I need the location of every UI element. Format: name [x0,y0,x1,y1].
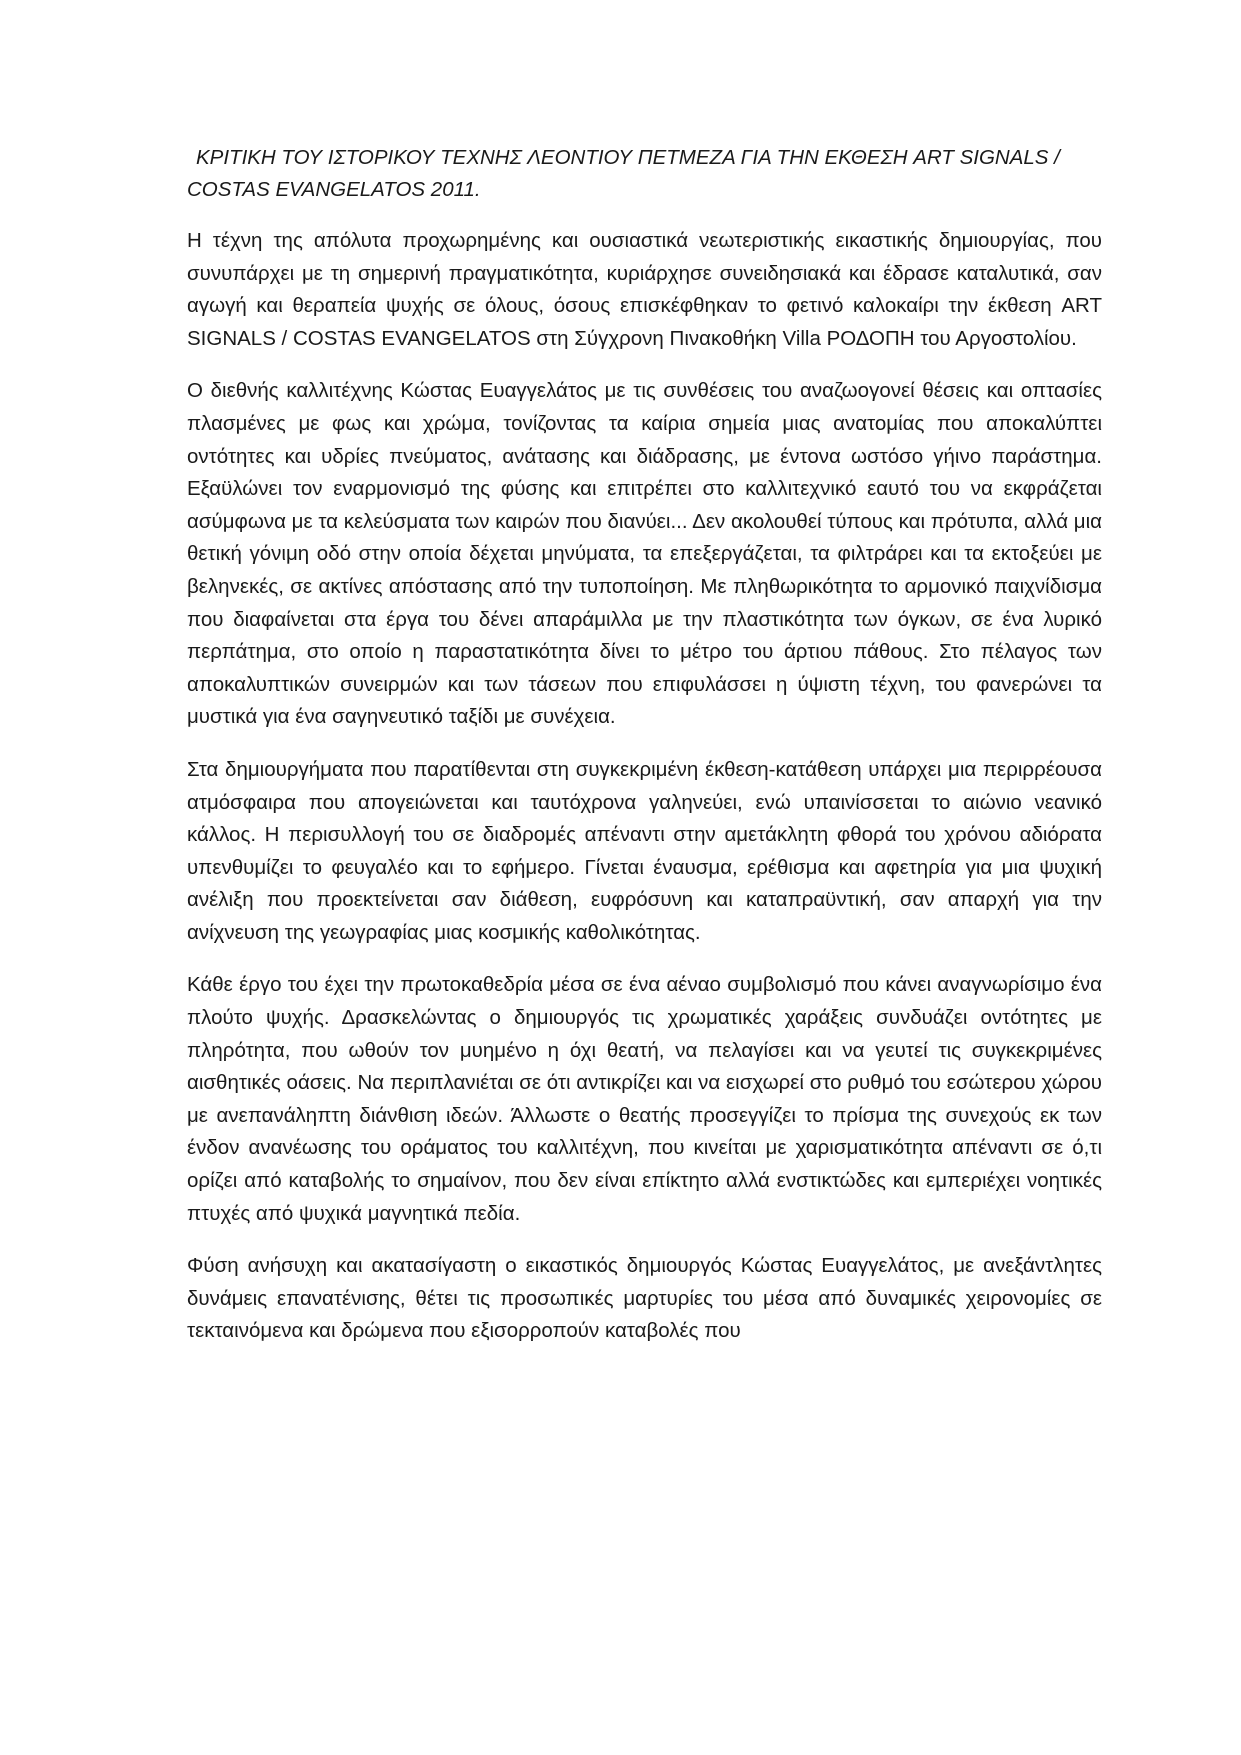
paragraph-2: Ο διεθνής καλλιτέχνης Κώστας Ευαγγελάτος με τις συνθέσεις του αναζωογονεί θέσεις και οπτασίες πλασμένες με φως και χρώμα, τονίζοντας τα καίρια σημεία μιας ανατομίας που αποκαλύπτει οντότητες και υδρίες πνεύματος, ανάτασης και διάδρασης, με έντονα ωστόσο γήινο παράστημα. Εξαϋλώνει τον εναρμονισμό της φύσης και επιτρέπει στο καλλιτεχνικό εαυτό του να εκφράζεται ασύμφωνα με τα κελεύσματα των καιρών που διανύει... Δεν ακολουθεί τύπους και πρότυπα, αλλά μια θετική γόνιμη οδό στην οποία δέχεται μηνύματα, τα επεξεργάζεται, τα φιλτράρει και τα εκτοξεύει με βεληνεκές, σε ακτίνες απόστασης από την τυποποίηση. Με πληθωρικότητα το αρμονικό παιχνίδισμα που διαφαίνεται στα έργα του δένει απαράμιλλα με την πλαστικότητα των όγκων, σε ένα λυρικό περπάτημα, στο οποίο η παραστατικότητα δίνει το μέτρο του άρτιου πάθους. Στο πέλαγος των αποκαλυπτικών συνειρμών και των τάσεων που επιφυλάσσει η ύψιστη τέχνη, του φανερώνει τα μυστικά για ένα σαγηνευτικό ταξίδι με συνέχεια. [187,379,1102,729]
document-body [187,142,1102,1368]
title-line-2: COSTAS EVANGELATOS 2011. [187,178,481,201]
paragraph-1: Η τέχνη της απόλυτα προχωρημένης και ουσιαστικά νεωτεριστικής εικαστικής δημιουργίας, που συνυπάρχει με τη σημερινή πραγματικότητα, κυριάρχησε συνειδησιακά και έδρασε καταλυτικά, σαν αγωγή και θεραπεία ψυχής σε όλους, όσους επισκέφθηκαν το φετινό καλοκαίρι την έκθεση ART SIGNALS / COSTAS EVANGELATOS στη Σύγχρονη Πινακοθήκη Villa ΡΟΔΟΠΗ του Αργοστολίου. [187,229,1102,350]
title-line-1: ΚΡΙΤΙΚΗ ΤΟΥ ΙΣΤΟΡΙΚΟΥ ΤΕΧΝΗΣ ΛΕΟΝΤΙΟΥ ΠΕΤΜΕΖΑ ΓΙΑ ΤΗΝ ΕΚΘΕΣΗ ART SIGNALS / [196,146,1060,169]
document-title [187,142,1102,206]
paragraph-5: Φύση ανήσυχη και ακατασίγαστη ο εικαστικός δημιουργός Κώστας Ευαγγελάτος, με ανεξάντλητες δυνάμεις επανατένισης, θέτει τις προσωπικές μαρτυρίες του μέσα από δυναμικές χειρονομίες σε τεκταινόμενα και δρώμενα που εξισορροπούν καταβολές που [187,1254,1102,1343]
paragraph-3: Στα δημιουργήματα που παρατίθενται στη συγκεκριμένη έκθεση-κατάθεση υπάρχει μια περιρρέουσα ατμόσφαιρα που απογειώνεται και ταυτόχρονα γαληνεύει, ενώ υπαινίσσεται το αιώνιο νεανικό κάλλος. Η περισυλλογή του σε διαδρομές απέναντι στην αμετάκλητη φθορά του χρόνου αδιόρατα υπενθυμίζει το φευγαλέο και το εφήμερο. Γίνεται έναυσμα, ερέθισμα και αφετηρία για μια ψυχική ανέλιξη που προεκτείνεται σαν διάθεση, ευφρόσυνη και καταπραϋντική, σαν απαρχή για την ανίχνευση της γεωγραφίας μιας κοσμικής καθολικότητας. [187,757,1102,944]
paragraph-4: Κάθε έργο του έχει την πρωτοκαθεδρία μέσα σε ένα αέναο συμβολισμό που κάνει αναγνωρίσιμο ένα πλούτο ψυχής. Δρασκελώντας ο δημιουργός τις χρωματικές χαράξεις συνδυάζει οντότητες με πληρότητα, που ωθούν τον μυημένο η όχι θεατή, να πελαγίσει και να γευτεί τις συγκεκριμένες αισθητικές οάσεις. Να περιπλανιέται σε ότι αντικρίζει και να εισχωρεί στο ρυθμό του εσώτερου χώρου με ανεπανάληπτη διάνθιση ιδεών. Άλλωστε ο θεατής προσεγγίζει το πρίσμα της συνεχούς εκ των ένδον ανανέωσης του οράματος του καλλιτέχνη, που κινείται με χαρισματικότητα απέναντι σε ό,τι ορίζει από καταβολής το σημαίνον, που δεν είναι επίκτητο αλλά ενστικτώδες και εμπεριέχει νοητικές πτυχές από ψυχικά μαγνητικά πεδία. [187,973,1102,1225]
